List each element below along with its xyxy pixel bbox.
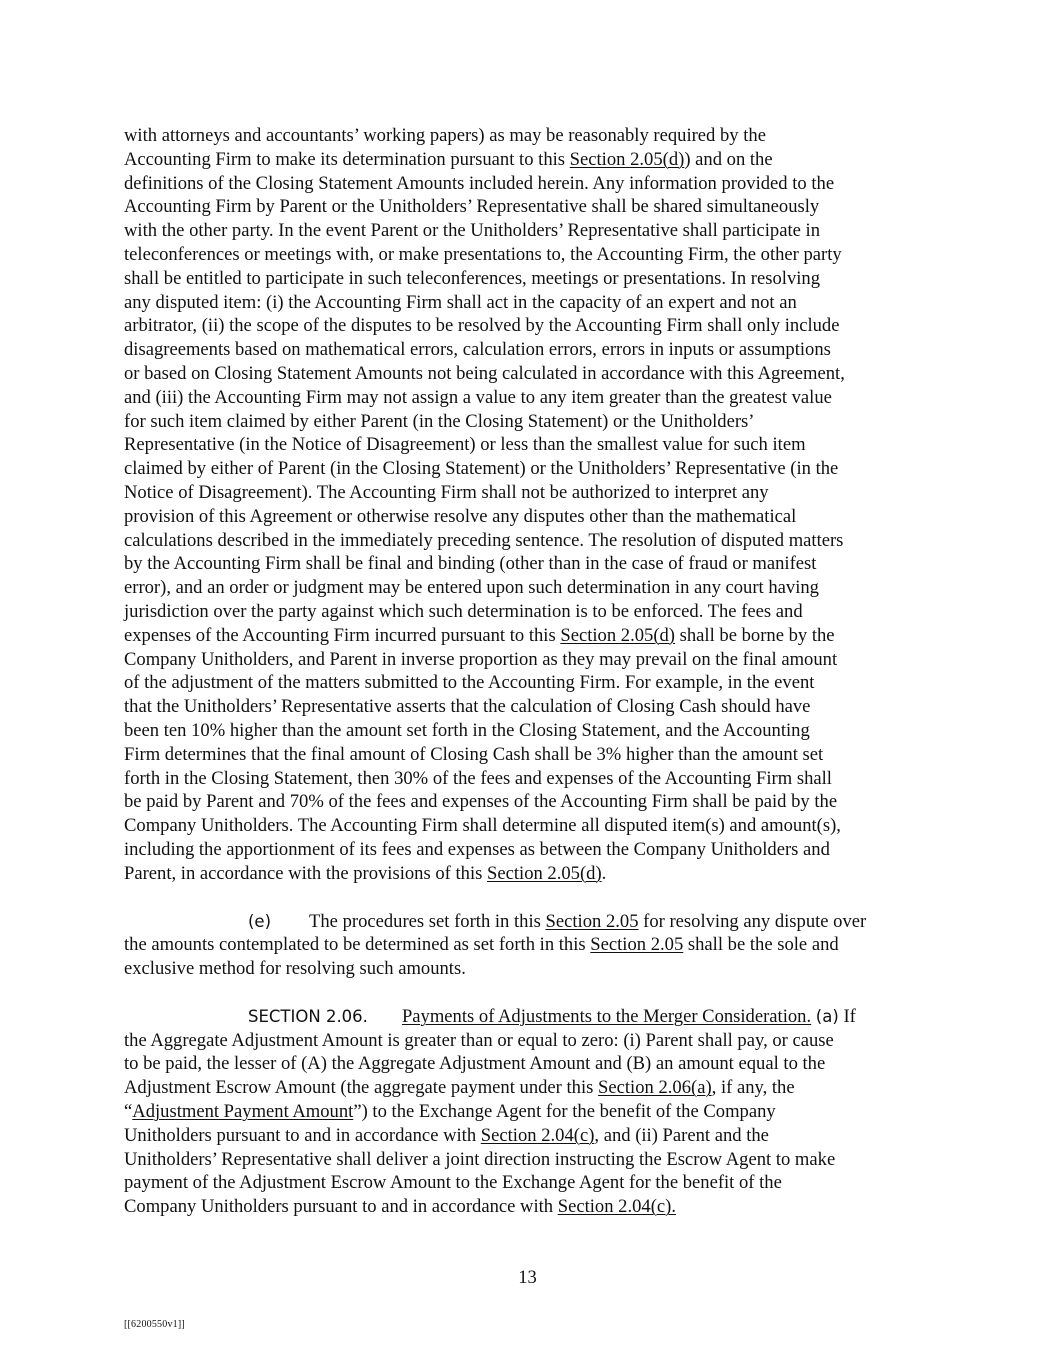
text-line: claimed by either of Parent (in the Closing Statement) or the Unitholders’ Representative (in the [124,458,839,480]
section-reference-link: Adjustment Payment Amount [132,1101,354,1123]
page-number: 13 [518,1267,537,1288]
text-line: the amounts contemplated to be determined as set forth in this Section 2.05 shall be the sole and [124,934,839,956]
text-line: Company Unitholders, and Parent in inverse proportion as they may prevail on the final amount [124,648,838,670]
section-reference-link: Section 2.06(a) [598,1077,712,1099]
text-line: expenses of the Accounting Firm incurred pursuant to this Section 2.05(d) shall be borne by the [124,624,835,646]
text-line: been ten 10% higher than the amount set forth in the Closing Statement, and the Accounting [124,719,810,741]
section-reference-link: Section 2.05 [545,910,639,932]
text-line: Accounting Firm by Parent or the Unitholders’ Representative shall be shared simultaneously [124,196,820,218]
text-line: disagreements based on mathematical errors, calculation errors, errors in inputs or assumptions [124,339,831,361]
section-number: SECTION 2.06. [248,1006,368,1026]
text-line: teleconferences or meetings with, or make presentations to, the Accounting Firm, the other party [124,243,842,265]
text-line: forth in the Closing Statement, then 30% of the fees and expenses of the Accounting Firm shall [124,767,832,789]
text-line: be paid by Parent and 70% of the fees and expenses of the Accounting Firm shall be paid by the [124,791,838,813]
text-line: and (iii) the Accounting Firm may not assign a value to any item greater than the greatest value [124,386,832,408]
paragraph-e-first-line-text: The procedures set forth in this Section 2.05 for resolving any dispute over [309,910,867,932]
text-line: or based on Closing Statement Amounts not being calculated in accordance with this Agreement, [124,362,845,384]
section-2-06 [124,1005,944,1219]
document-id: [[6200550v1]] [124,1319,185,1330]
text-line: calculations described in the immediately preceding sentence. The resolution of disputed matters [124,529,844,551]
text-line: Accounting Firm to make its determination pursuant to this Section 2.05(d)) and on the [124,148,773,170]
section-reference-link: Section 2.05 [590,934,684,956]
text-line: jurisdiction over the party against which such determination is to be enforced. The fees and [124,600,803,622]
section-2-06-heading-line [124,1005,944,1029]
text-line: shall be entitled to participate in such teleconferences, meetings or presentations. In resolving [124,267,821,289]
text-line: provision of this Agreement or otherwise resolve any disputes other than the mathematical [124,505,797,527]
text-line: Unitholders’ Representative shall deliver a joint direction instructing the Escrow Agent to make [124,1148,836,1170]
text-line: by the Accounting Firm shall be final and binding (other than in the case of fraud or manifest [124,553,817,575]
paragraph-e-first-line [124,910,944,934]
text-line: “Adjustment Payment Amount”) to the Exchange Agent for the benefit of the Company [124,1101,776,1123]
section-reference-link: Section 2.05(d) [560,624,675,646]
text-line: exclusive method for resolving such amounts. [124,958,466,980]
text-line: that the Unitholders’ Representative asserts that the calculation of Closing Cash should have [124,696,811,718]
text-line: with attorneys and accountants’ working papers) as may be reasonably required by the [124,125,766,146]
text-line: for such item claimed by either Parent (in the Closing Statement) or the Unitholders’ [124,410,755,432]
text-line: Adjustment Escrow Amount (the aggregate payment under this Section 2.06(a), if any, the [124,1077,795,1099]
section-reference-link: Section 2.05(d) [569,148,685,170]
paragraph-e-rest [124,933,944,981]
text-line: the Aggregate Adjustment Amount is greater than or equal to zero: (i) Parent shall pay, or cause [124,1029,834,1051]
text-line: payment of the Adjustment Escrow Amount to the Exchange Agent for the benefit of the [124,1172,782,1194]
section-2-06-first-line-text: If [843,1005,856,1027]
text-line: including the apportionment of its fees and expenses as between the Company Unitholders and [124,838,830,860]
document-body [124,124,944,1219]
text-line: Company Unitholders pursuant to and in accordance with Section 2.04(c). [124,1196,676,1218]
paragraph-dispute-resolution [124,124,944,886]
text-line: definitions of the Closing Statement Amounts included herein. Any information provided to the [124,172,835,194]
paragraph-e-label: (e) [248,911,272,931]
section-reference-link: Section 2.04(c). [557,1196,676,1218]
text-line: Representative (in the Notice of Disagreement) or less than the smallest value for such item [124,434,806,456]
text-line: arbitrator, (ii) the scope of the disputes to be resolved by the Accounting Firm shall only include [124,315,840,337]
text-line: Firm determines that the final amount of Closing Cash shall be 3% higher than the amount set [124,743,824,765]
text-line: with the other party. In the event Parent or the Unitholders’ Representative shall participate in [124,220,821,242]
text-line: error), and an order or judgment may be entered upon such determination in any court having [124,577,819,599]
text-line: of the adjustment of the matters submitted to the Accounting Firm. For example, in the event [124,672,815,694]
subsection-a-label: (a) [815,1006,839,1026]
text-line: Unitholders pursuant to and in accordance with Section 2.04(c), and (ii) Parent and the [124,1124,769,1146]
paragraph-e [124,910,944,981]
section-title: Payments of Adjustments to the Merger Consideration. [401,1005,812,1027]
text-line: Parent, in accordance with the provisions of this Section 2.05(d). [124,862,607,884]
text-line: Notice of Disagreement). The Accounting Firm shall not be authorized to interpret any [124,481,769,503]
text-line: to be paid, the lesser of (A) the Aggregate Adjustment Amount and (B) an amount equal to the [124,1053,826,1075]
section-reference-link: Section 2.04(c) [480,1124,595,1146]
section-2-06-rest [124,1029,944,1219]
section-reference-link: Section 2.05(d) [487,862,602,884]
text-line: any disputed item: (i) the Accounting Firm shall act in the capacity of an expert and not an [124,291,797,313]
text-line: Company Unitholders. The Accounting Firm shall determine all disputed item(s) and amount(s), [124,815,841,837]
